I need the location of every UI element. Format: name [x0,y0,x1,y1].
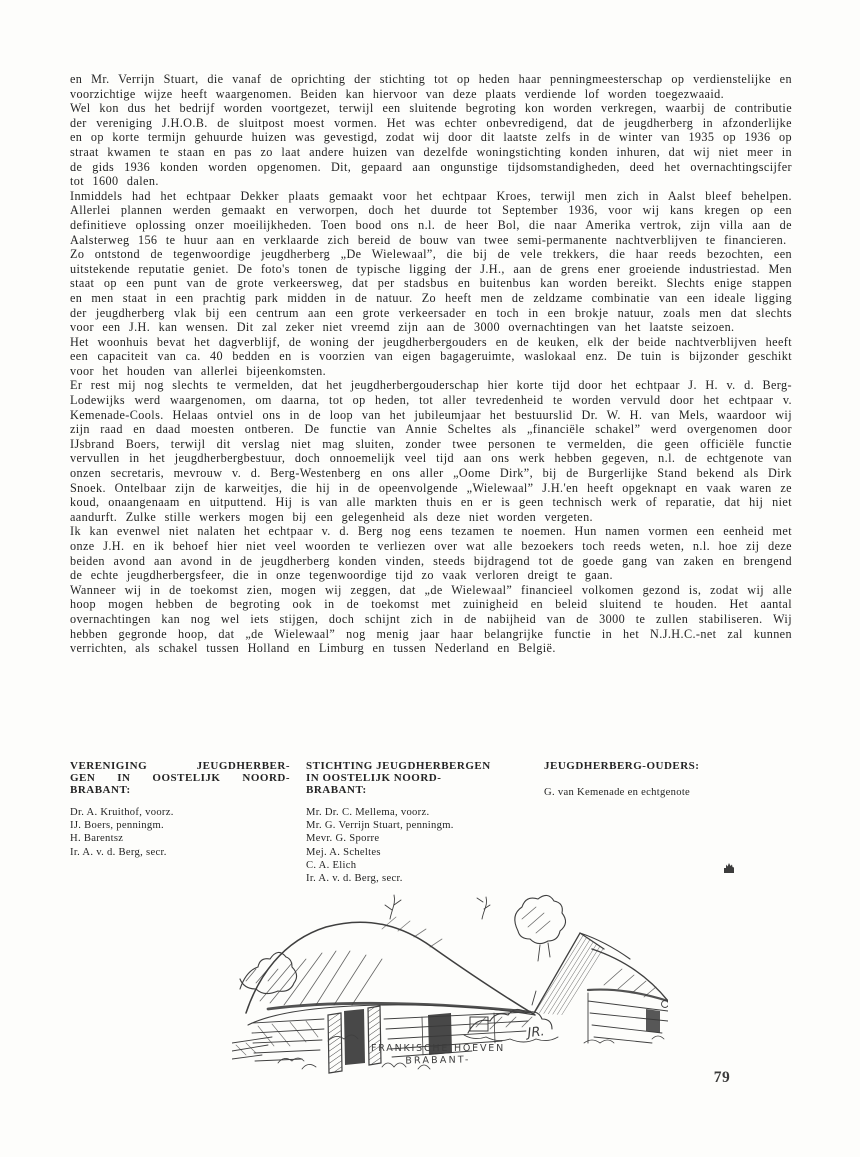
article-paragraph-5: Het woonhuis bevat het dagverblijf, de woning der jeugdherbergouders en de keuken, elk der beide nachtverblijven heeft een capaciteit van ca. 40 bedden en is voorzien van eigen bagageruimte, waslokaal enz. De tuin is bijzonder geschikt voor het houden van allerlei bijeenkomsten. [70,334,792,378]
article-paragraph-7: Ik kan evenwel niet nalaten het echtpaar v. d. Berg nog eens tezamen te noemen. Hun namen vormen een eenheid met onze J.H. en ik behoef hier niet veel woorden te verliezen over wat alle bezoekers toch reeds weten, n.l. hoe zij deze beiden avond aan avond in de jeugdherberg konden vinden, steeds bijdragend tot de goede gang van zaken en brengend de echte jeugdherbergsfeer, die in onze tegenwoordige tijd zo vaak verloren dreigt te gaan. [70,524,792,583]
heading-line: JEUGDHERBERG-OUDERS: [544,760,700,772]
member-name: Ir. A. v. d. Berg, secr. [70,846,167,858]
heading-line: BRABANT: [70,784,131,796]
illustration-caption-line2: BRABANT- [405,1054,471,1067]
column-ouders [544,760,792,885]
column-stichting-heading [306,760,528,796]
illustration-signature: JR. [526,1024,546,1041]
article-paragraph-8: Wanneer wij in de toekomst zien, mogen wij zeggen, dat „de Wielewaal” financieel volkomen gezond is, zodat wij alle hoop mogen hebben de begroting ook in de toekomst met zuinigheid en beleid sluitend te houden. Het aantal overnachtingen kan nog wel iets stijgen, doch schijnt zich in de nabijheid van de 3000 te zullen stabiliseren. Wij hebben gegronde hoop, dat „de Wielewaal” nog menig jaar haar belangrijke functie in het N.J.H.C.-net zal kunnen verrichten, als schakel tussen Holland en Limburg en tussen Nederland en België. [70,582,792,656]
article-paragraph-1: en Mr. Verrijn Stuart, die vanaf de oprichting der stichting tot op heden haar penningmeesterschap op verdienstelijke en voorzichtige wijze heeft waargenomen. Beiden kan hiervoor van deze plaats verdiende lof worden toegezwaaid. [70,72,792,101]
member-name: Dr. A. Kruithof, voorz. [70,807,174,818]
farmhouse-sketch [232,893,668,1098]
column-stichting [306,760,544,885]
member-name: Mr. G. Verrijn Stuart, penningm. [306,820,454,832]
member-name: Mevr. G. Sporre [306,833,380,845]
member-name: G. van Kemenade en echtgenote [544,787,691,798]
column-ouders-heading [544,760,792,772]
member-name: Ir. A. v. d. Berg, secr. [306,873,403,885]
organization-columns [70,760,792,885]
column-vereniging [70,760,306,885]
member-name: H. Barentsz [70,833,124,845]
member-name: Mr. Dr. C. Mellema, voorz. [306,807,430,818]
article-paragraph-2: Wel kon dus het bedrijf worden voortgezet, terwijl een sluitende begroting kon worden verkregen, waarbij de contributie der vereniging J.H.O.B. de sluitpost moest vormen. Het was echter onbevredigend, dat de jeugdherberg in afzonderlijke en op korte termijn gehuurde huizen was gevestigd, zodat wij door dit laatste zelfs in de winter van 1935 op 1936 op straat kwamen te staan en pas zo laat andere huizen van dezelfde woningstichting konden inhuren, dat wij niet meer in de gids 1936 konden worden opgenomen. Dit, gepaard aan ongunstige tijdsomstandigheden, deed het overnachtingscijfer tot 1600 dalen. [70,101,792,189]
heading-line: VERENIGING JEUGDHERBER- [70,760,290,772]
heading-line: STICHTING JEUGDHERBERGEN [306,760,491,772]
illustration-frankische-hoeven [232,893,668,1098]
article-paragraph-3: Inmiddels had het echtpaar Dekker plaats gemaakt voor het echtpaar Kroes, terwijl men zich in Aalst bleef behelpen. Allerlei plannen werden gemaakt en verworpen, doch het duurde tot September 1936, voor wij kans kregen op een definitieve oplossing onzer moeilijkheden. Toen bood ons n.l. de heer Bol, die naar Amerika vertrok, zijn villa aan de Aalsterweg 156 te huur aan en verklaarde zich bereid de bouw van twee semi-permanente nachtverblijven te financieren. [70,188,792,247]
article-paragraph-4: Zo ontstond de tegenwoordige jeugdherberg „De Wielewaal”, die bij de vele trekkers, die haar reeds bezochten, een uitstekende reputatie geniet. De foto's tonen de typische ligging der J.H., aan de grens ener groeiende industriestad. Men staat op een punt van de grote verkeersweg, dat per stadsbus en buitenbus kan worden bereikt. Slechts enige stappen en men staat in een prachtig park midden in de natuur. Zo heeft men de zeldzame combinatie van een ideale ligging der jeugdherberg vlak bij een centrum aan een grote verkeersader en toch in een brokje natuur, zoals men dat slechts voor een J.H. kan wensen. Dit zal zeker niet vreemd zijn aan de 3000 overnachtingen van het laatste seizoen. [70,247,792,335]
article-body [70,72,792,656]
page-number: 79 [713,1069,731,1086]
column-vereniging-heading [70,760,290,796]
column-stichting-members [306,806,528,885]
heading-line: IN OOSTELIJK NOORD- [306,772,442,784]
member-name: Mej. A. Scheltes [306,846,381,858]
column-vereniging-members [70,806,290,859]
member-name: C. A. Elich [306,859,357,871]
illustration-caption-line1: FRANKISCHE HOEVEN [371,1043,505,1054]
column-ouders-members [544,786,792,799]
ink-blot-mark [722,861,736,873]
article-paragraph-6: Er rest mij nog slechts te vermelden, dat het jeugdherbergouderschap hier korte tijd door het echtpaar J. H. v. d. Berg-Lodewijks werd waargenomen, om daarna, tot op heden, tot aller tevredenheid te worden vervuld door het echtpaar v. Kemenade-Cools. Helaas ontviel ons in de loop van het jubileumjaar het bestuurslid Dr. W. H. van Mels, waardoor wij zijn raad en daad moesten ontberen. De functie van Annie Scheltes als „financiële schakel” werd overgenomen door IJsbrand Boers, terwijl dit verslag niet mag sluiten, zonder twee personen te vermelden, die geen officiële functie vervullen in het jeugdherbergbestuur, doch onnoemelijk veel tijd aan ons werk hebben gegeven, n.l. de echtgenote van onzen secretaris, mevrouw v. d. Berg-Westenberg en ons aller „Oome Dirk”, bij de Burgerlijke Stand bekend als Dirk Snoek. Ontelbaar zijn de karweitjes, die hij in de opeenvolgende „Wielewaal” J.H.'en heeft opgeknapt en vaak waren ze koud, onaangenaam en uitputtend. Hij is van alle markten thuis en er is geen technisch werk of reparatie, dat hij niet aandurft. Zulke stille werkers mogen bij een gelegenheid als deze niet worden vergeten. [70,378,792,524]
heading-line: GEN IN OOSTELIJK NOORD- [70,772,290,784]
member-name: IJ. Boers, penningm. [70,820,164,832]
heading-line: BRABANT: [306,784,367,796]
